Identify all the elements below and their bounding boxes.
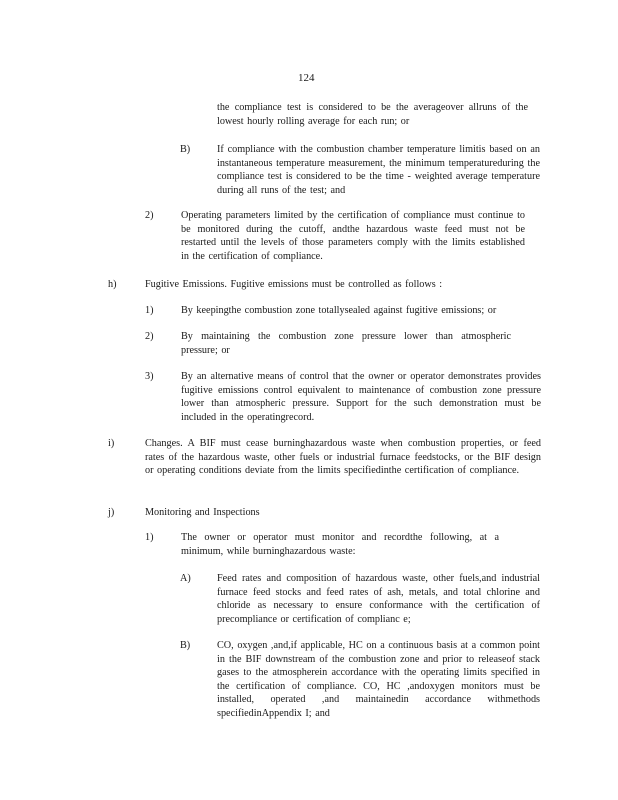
paragraph-text: CO, oxygen ,and,if applicable, HC on a continuous basis at a common point in the BIF downstream of the combustion zone and prior to releaseof stack gases to the atmospherein accordance with the operating limits specified in the certification of compliance. CO, HC ,andoxygen monitors must be installed, operated ,and maintainedin accordance withmethods specifiedinAppendix I; and: [217, 640, 540, 719]
paragraph-label: A): [180, 573, 191, 584]
paragraph-label: 1): [145, 305, 154, 316]
paragraph-text: By maintaining the combustion zone pressure lower than atmospheric pressure; or: [181, 331, 511, 356]
paragraph-label: 2): [145, 210, 154, 221]
page-number: 124: [298, 72, 315, 84]
paragraph-label: h): [108, 279, 117, 290]
paragraph-label: j): [108, 507, 115, 518]
paragraph-text: By keepingthe combustion zone totallysealed against fugitive emissions; or: [181, 305, 497, 316]
paragraph-text: Changes. A BIF must cease burninghazardous waste when combustion properties, or feed rates of the hazardous waste, other fuels or industrial furnace feedstocks, or the BIF design or operating conditions deviate from the limits specifiedinthe certification of compliance.: [145, 438, 541, 477]
paragraph-label: B): [180, 144, 191, 155]
paragraph-text: The owner or operator must monitor and recordthe following, at a minimum, while burninghazardous waste:: [181, 532, 499, 557]
paragraph-text: the compliance test is considered to be the averageover allruns of the lowest hourly rolling average for each run; or: [217, 102, 528, 127]
paragraph-text: Fugitive Emissions. Fugitive emissions must be controlled as follows :: [145, 279, 443, 290]
paragraph-text: Monitoring and Inspections: [145, 507, 260, 518]
paragraph-label: i): [108, 438, 115, 449]
paragraph-text: Operating parameters limited by the certification of compliance must continue to be monitored during the cutoff, andthe hazardous waste feed must not be restarted until the levels of those parameters comply with the limits established in the certification of compliance.: [181, 210, 525, 262]
paragraph-label: 1): [145, 532, 154, 543]
paragraph-label: 3): [145, 371, 154, 382]
paragraph-text: Feed rates and composition of hazardous waste, other fuels,and industrial furnace feed stocks and feed rates of ash, metals, and total chlorine and chloride as necessary to ensure conformance with the certification of precompliance or certification of complianc e;: [217, 573, 540, 625]
paragraph-text: If compliance with the combustion chamber temperature limitis based on an instantaneous temperature measurement, the minimum temperatureduring the compliance test is considered to be the time - weighted average temperature during all runs of the test; and: [217, 144, 540, 196]
paragraph-text: By an alternative means of control that the owner or operator demonstrates provides fugitive emissions control equivalent to maintenance of combustion zone pressure lower than atmospheric pressure. Support for the such demonstration must be included in the operatingrecord.: [181, 371, 541, 423]
paragraph-label: B): [180, 640, 191, 651]
paragraph-label: 2): [145, 331, 154, 342]
